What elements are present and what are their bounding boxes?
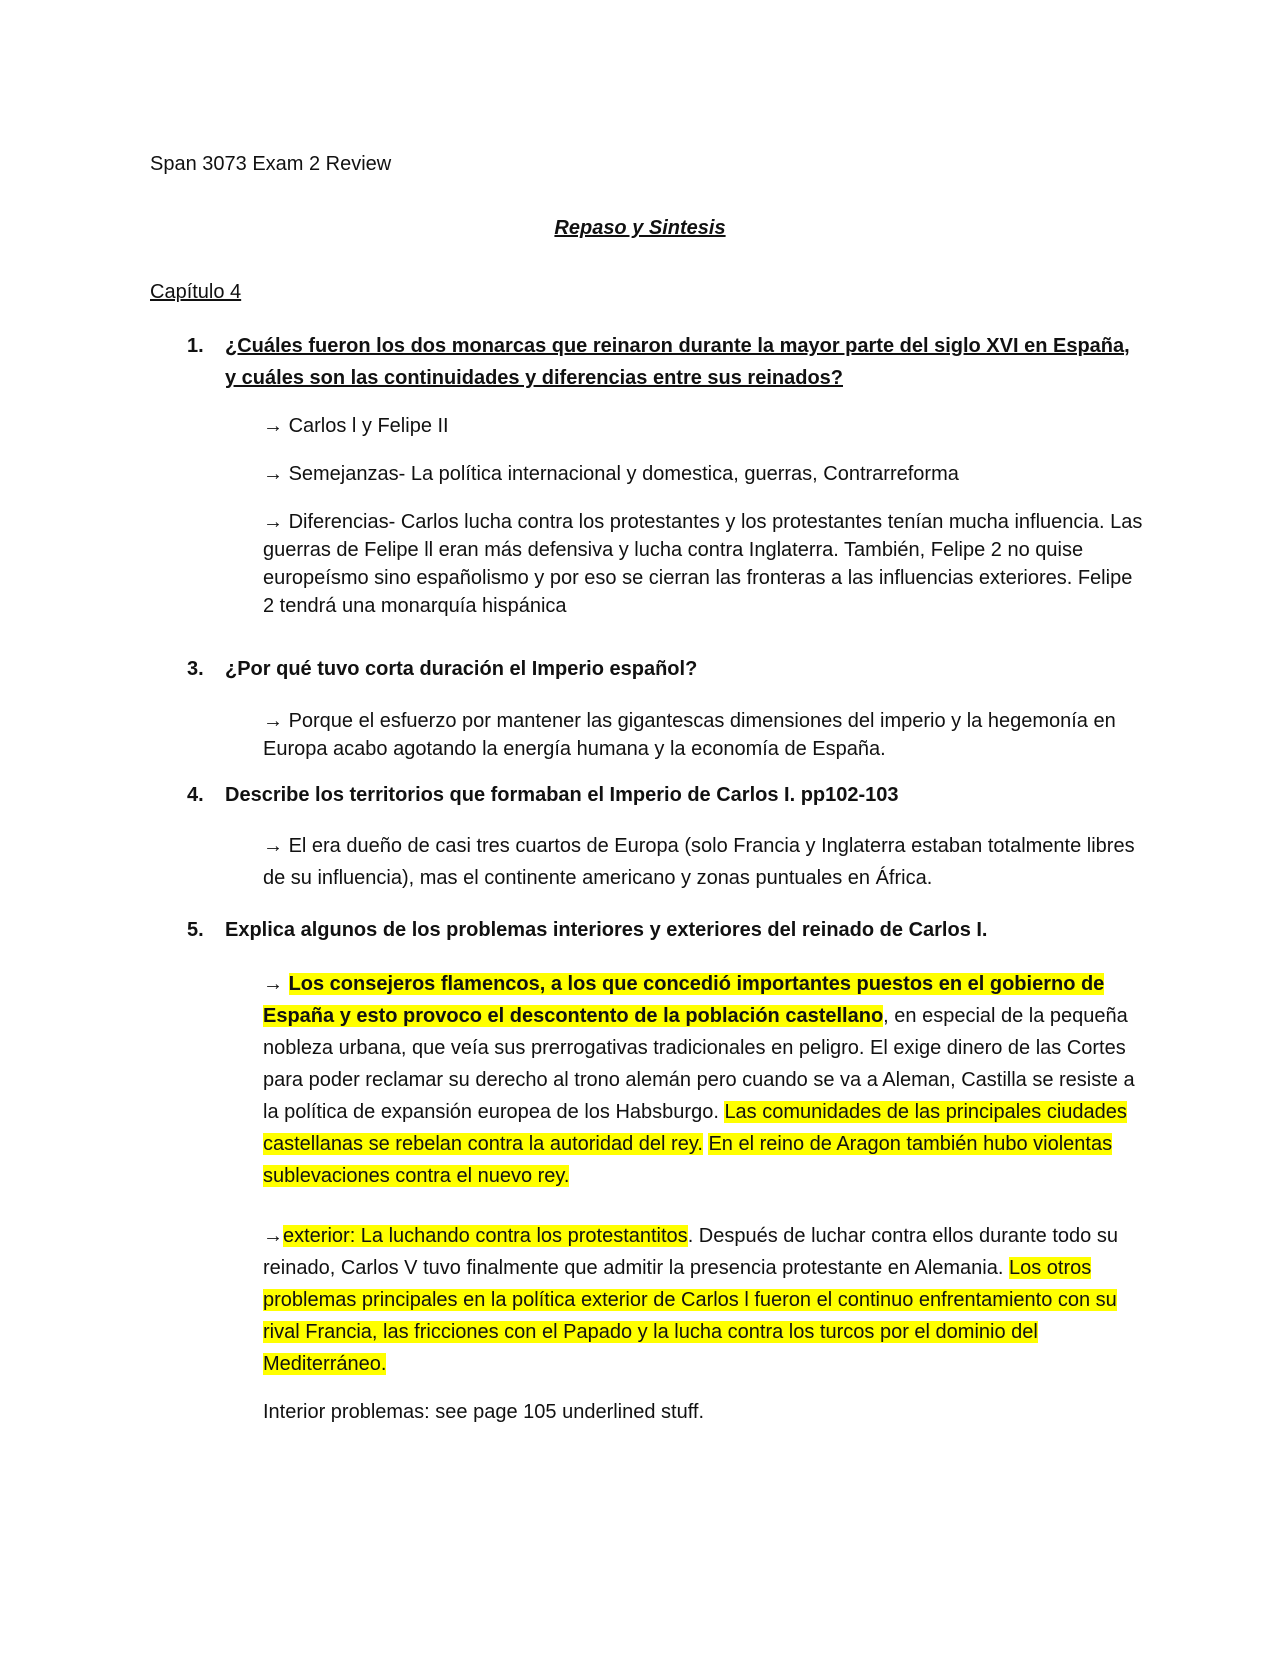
- highlighted-text: exterior: La luchando contra los protestantitos: [283, 1225, 688, 1247]
- arrow-icon: →: [263, 835, 283, 857]
- answer-text: . Después de luchar contra ellos durante todo su reinado, Carlos V tuvo finalmente que admitir la presencia protestante en Alemania.: [263, 1225, 1118, 1279]
- arrow-icon: →: [263, 463, 283, 485]
- question-1-text: ¿Cuáles fueron los dos monarcas que reinaron durante la mayor parte del siglo XVI en España, y cuáles son las continuidades y diferencias entre sus reinados?: [225, 335, 1130, 389]
- arrow-icon: →: [263, 973, 283, 995]
- question-3-number: 3.: [187, 658, 204, 680]
- highlighted-text: Los otros problemas principales en la política exterior de Carlos l fueron el continuo enfrentamiento con su rival Francia, las fricciones con el Papado y la lucha contra los turcos por el dominio del Mediterráneo.: [263, 1257, 1117, 1375]
- question-1-answer-1: [263, 412, 1143, 440]
- arrow-icon: →: [263, 710, 283, 732]
- document-header: Span 3073 Exam 2 Review: [150, 153, 392, 175]
- question-3-answer-1: [263, 707, 1143, 763]
- answer-text: El era dueño de casi tres cuartos de Europa (solo Francia y Inglaterra estaban totalmente libres de su influencia), mas el continente americano y zonas puntuales en África.: [263, 835, 1135, 889]
- answer-text: Diferencias- Carlos lucha contra los protestantes y los protestantes tenían mucha influencia. Las guerras de Felipe ll eran más defensiva y lucha contra Inglaterra. También, Felipe 2 no quise europeísmo sino españolismo y por eso se cierran las fronteras a las influencias exteriores. Felipe 2 tendrá una monarquía hispánica: [263, 511, 1143, 617]
- highlighted-text: Las comunidades de las principales ciudades castellanas se rebelan contra la autoridad del rey.: [263, 1101, 1127, 1155]
- arrow-icon: →: [263, 415, 283, 437]
- question-5-text: Explica algunos de los problemas interiores y exteriores del reinado de Carlos I.: [225, 919, 988, 941]
- question-3-text: ¿Por qué tuvo corta duración el Imperio español?: [225, 658, 698, 680]
- answer-text: Carlos l y Felipe II: [288, 415, 449, 437]
- answer-text: Semejanzas- La política internacional y domestica, guerras, Contrarreforma: [288, 463, 959, 485]
- question-4-text: Describe los territorios que formaban el Imperio de Carlos I. pp102-103: [225, 784, 899, 806]
- arrow-icon: →: [263, 511, 283, 533]
- question-5-number: 5.: [187, 919, 204, 941]
- highlighted-text: En el reino de Aragon también hubo violentas sublevaciones contra el nuevo rey.: [263, 1133, 1113, 1187]
- question-5-answer-2: [263, 1220, 1143, 1380]
- question-4-number: 4.: [187, 784, 204, 806]
- chapter-heading: Capítulo 4: [150, 281, 242, 303]
- question-5-answer-3: Interior problemas: see page 105 underlined stuff.: [263, 1401, 705, 1423]
- question-1-answer-2: [263, 460, 1143, 488]
- question-5-answer-1: [263, 968, 1143, 1192]
- question-1-number: 1.: [187, 335, 204, 357]
- arrow-icon: →: [263, 1225, 283, 1247]
- question-4-answer-1: [263, 830, 1143, 894]
- highlighted-text: Los consejeros flamencos, a los que concedió importantes puestos en el gobierno de España y esto provoco el descontento de la población castellano: [263, 973, 1105, 1027]
- question-1-answer-3: [263, 508, 1143, 620]
- answer-text: , en especial de la pequeña nobleza urbana, que veía sus prerrogativas tradicionales en peligro. El exige dinero de las Cortes para poder reclamar su derecho al trono alemán pero cuando se va a Aleman, Castilla se resiste a la política de expansión europea de los Habsburgo.: [263, 1005, 1135, 1123]
- answer-text: Porque el esfuerzo por mantener las gigantescas dimensiones del imperio y la hegemonía en Europa acabo agotando la energía humana y la economía de España.: [263, 710, 1116, 760]
- page-title: Repaso y Sintesis: [554, 217, 726, 239]
